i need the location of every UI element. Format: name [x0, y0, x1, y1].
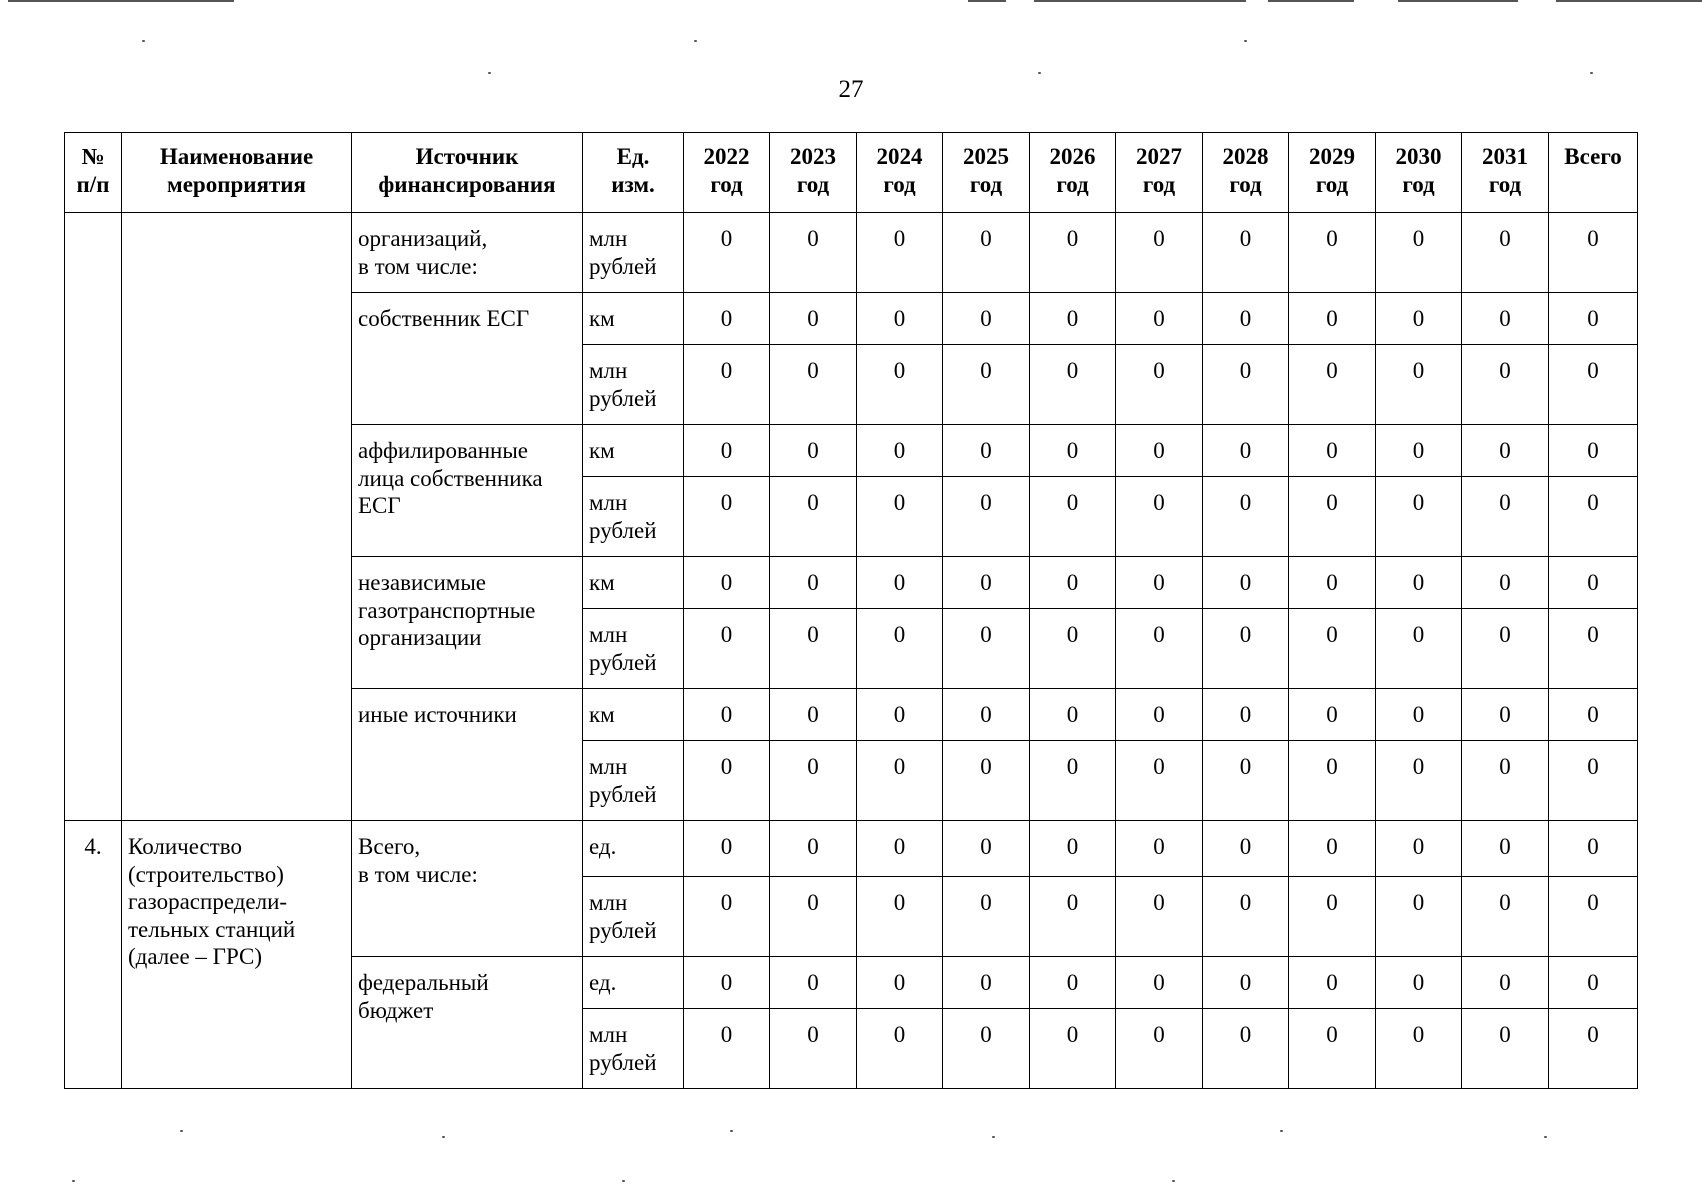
- value-cell: 0: [943, 689, 1030, 741]
- unit-cell: млн рублей: [583, 1009, 684, 1089]
- value-cell: 0: [1289, 213, 1376, 293]
- scan-dot: [488, 72, 491, 74]
- value-cell: 0: [857, 741, 943, 821]
- value-cell: 0: [1462, 741, 1549, 821]
- value-cell: 0: [1289, 345, 1376, 425]
- scan-artifact-line: [8, 0, 234, 2]
- value-cell: 0: [684, 877, 770, 957]
- value-cell: 0: [1116, 213, 1203, 293]
- unit-cell: ед.: [583, 957, 684, 1009]
- value-cell: 0: [1549, 345, 1638, 425]
- value-cell: 0: [1376, 213, 1462, 293]
- value-cell: 0: [943, 293, 1030, 345]
- scan-dot: [694, 40, 697, 42]
- value-cell: 0: [1549, 609, 1638, 689]
- value-cell: 0: [1462, 213, 1549, 293]
- value-cell: 0: [770, 1009, 857, 1089]
- value-cell: 0: [770, 689, 857, 741]
- unit-cell: км: [583, 689, 684, 741]
- value-cell: 0: [770, 477, 857, 557]
- header-year: 2024 год: [857, 133, 943, 213]
- value-cell: 0: [684, 609, 770, 689]
- value-cell: 0: [1116, 877, 1203, 957]
- value-cell: 0: [770, 957, 857, 1009]
- value-cell: 0: [770, 877, 857, 957]
- header-year: 2022 год: [684, 133, 770, 213]
- value-cell: 0: [1030, 821, 1116, 877]
- value-cell: 0: [1116, 741, 1203, 821]
- header-source: Источник финансирования: [352, 133, 583, 213]
- unit-cell: млн рублей: [583, 741, 684, 821]
- item-number-cell: [65, 213, 122, 821]
- value-cell: 0: [1030, 741, 1116, 821]
- source-cell: организаций, в том числе:: [352, 213, 583, 293]
- value-cell: 0: [1462, 477, 1549, 557]
- value-cell: 0: [857, 345, 943, 425]
- item-number-cell: 4.: [65, 821, 122, 1089]
- value-cell: 0: [1203, 213, 1289, 293]
- header-number: № п/п: [65, 133, 122, 213]
- source-cell: иные источники: [352, 689, 583, 821]
- header-year: 2030 год: [1376, 133, 1462, 213]
- value-cell: 0: [1376, 741, 1462, 821]
- value-cell: 0: [1549, 1009, 1638, 1089]
- header-unit: Ед. изм.: [583, 133, 684, 213]
- header-year: 2027 год: [1116, 133, 1203, 213]
- value-cell: 0: [1376, 293, 1462, 345]
- value-cell: 0: [1203, 345, 1289, 425]
- unit-cell: км: [583, 557, 684, 609]
- value-cell: 0: [684, 1009, 770, 1089]
- source-cell: аффилированные лица собственника ЕСГ: [352, 425, 583, 557]
- value-cell: 0: [857, 877, 943, 957]
- unit-cell: млн рублей: [583, 609, 684, 689]
- scan-dot: [1544, 1136, 1547, 1138]
- value-cell: 0: [770, 213, 857, 293]
- value-cell: 0: [1376, 689, 1462, 741]
- value-cell: 0: [1376, 557, 1462, 609]
- value-cell: 0: [1376, 821, 1462, 877]
- value-cell: 0: [1462, 557, 1549, 609]
- value-cell: 0: [1549, 957, 1638, 1009]
- value-cell: 0: [1203, 477, 1289, 557]
- value-cell: 0: [1289, 877, 1376, 957]
- scan-dot: [72, 1180, 75, 1182]
- value-cell: 0: [684, 425, 770, 477]
- value-cell: 0: [1462, 609, 1549, 689]
- value-cell: 0: [1289, 293, 1376, 345]
- value-cell: 0: [1549, 477, 1638, 557]
- header-name: Наименование мероприятия: [122, 133, 352, 213]
- value-cell: 0: [857, 609, 943, 689]
- value-cell: 0: [857, 477, 943, 557]
- header-year: 2031 год: [1462, 133, 1549, 213]
- table-row: [65, 821, 1638, 877]
- value-cell: 0: [857, 425, 943, 477]
- value-cell: 0: [1116, 957, 1203, 1009]
- value-cell: 0: [857, 689, 943, 741]
- value-cell: 0: [1030, 557, 1116, 609]
- value-cell: 0: [684, 821, 770, 877]
- value-cell: 0: [943, 821, 1030, 877]
- value-cell: 0: [1549, 425, 1638, 477]
- source-cell: федеральный бюджет: [352, 957, 583, 1089]
- value-cell: 0: [684, 957, 770, 1009]
- header-year: 2026 год: [1030, 133, 1116, 213]
- value-cell: 0: [857, 1009, 943, 1089]
- value-cell: 0: [1549, 213, 1638, 293]
- value-cell: 0: [943, 877, 1030, 957]
- scan-dot: [730, 1130, 733, 1132]
- value-cell: 0: [1549, 557, 1638, 609]
- value-cell: 0: [1462, 821, 1549, 877]
- value-cell: 0: [1376, 1009, 1462, 1089]
- scan-dot: [1280, 1130, 1283, 1132]
- value-cell: 0: [684, 213, 770, 293]
- value-cell: 0: [1116, 425, 1203, 477]
- value-cell: 0: [943, 609, 1030, 689]
- value-cell: 0: [943, 425, 1030, 477]
- financing-table: [64, 132, 1638, 1089]
- scan-dot: [442, 1136, 445, 1138]
- scan-dot: [622, 1180, 625, 1182]
- value-cell: 0: [1030, 213, 1116, 293]
- scan-dot: [142, 40, 145, 42]
- value-cell: 0: [684, 293, 770, 345]
- value-cell: 0: [943, 477, 1030, 557]
- value-cell: 0: [1116, 609, 1203, 689]
- value-cell: 0: [1203, 821, 1289, 877]
- header-row: [65, 133, 1638, 213]
- value-cell: 0: [1376, 425, 1462, 477]
- table-row: [65, 213, 1638, 293]
- source-cell: Всего, в том числе:: [352, 821, 583, 957]
- value-cell: 0: [1030, 1009, 1116, 1089]
- scan-artifact-line: [1034, 0, 1246, 2]
- value-cell: 0: [684, 741, 770, 821]
- value-cell: 0: [1116, 477, 1203, 557]
- value-cell: 0: [1116, 1009, 1203, 1089]
- value-cell: 0: [1030, 957, 1116, 1009]
- value-cell: 0: [857, 213, 943, 293]
- value-cell: 0: [1289, 609, 1376, 689]
- value-cell: 0: [1289, 477, 1376, 557]
- value-cell: 0: [1376, 609, 1462, 689]
- value-cell: 0: [1116, 557, 1203, 609]
- value-cell: 0: [770, 741, 857, 821]
- scan-artifact-line: [1556, 0, 1702, 2]
- scan-artifact-line: [968, 0, 1006, 2]
- value-cell: 0: [1289, 425, 1376, 477]
- value-cell: 0: [1030, 877, 1116, 957]
- value-cell: 0: [943, 1009, 1030, 1089]
- value-cell: 0: [857, 557, 943, 609]
- scan-artifact-line: [1398, 0, 1518, 2]
- value-cell: 0: [684, 477, 770, 557]
- source-cell: собственник ЕСГ: [352, 293, 583, 425]
- value-cell: 0: [1203, 957, 1289, 1009]
- value-cell: 0: [1462, 689, 1549, 741]
- unit-cell: км: [583, 425, 684, 477]
- value-cell: 0: [943, 213, 1030, 293]
- value-cell: 0: [1030, 477, 1116, 557]
- header-year: 2029 год: [1289, 133, 1376, 213]
- value-cell: 0: [1462, 425, 1549, 477]
- scan-dot: [1590, 72, 1593, 74]
- value-cell: 0: [1289, 821, 1376, 877]
- value-cell: 0: [770, 557, 857, 609]
- value-cell: 0: [857, 957, 943, 1009]
- value-cell: 0: [1462, 957, 1549, 1009]
- page-number: 27: [838, 76, 864, 103]
- value-cell: 0: [684, 345, 770, 425]
- value-cell: 0: [1289, 689, 1376, 741]
- value-cell: 0: [1549, 741, 1638, 821]
- header-total: Всего: [1549, 133, 1638, 213]
- value-cell: 0: [1203, 741, 1289, 821]
- value-cell: 0: [1462, 345, 1549, 425]
- unit-cell: млн рублей: [583, 213, 684, 293]
- unit-cell: ед.: [583, 821, 684, 877]
- value-cell: 0: [1376, 877, 1462, 957]
- value-cell: 0: [684, 557, 770, 609]
- value-cell: 0: [1116, 821, 1203, 877]
- unit-cell: км: [583, 293, 684, 345]
- unit-cell: млн рублей: [583, 345, 684, 425]
- value-cell: 0: [1203, 689, 1289, 741]
- value-cell: 0: [1030, 609, 1116, 689]
- header-year: 2028 год: [1203, 133, 1289, 213]
- unit-cell: млн рублей: [583, 877, 684, 957]
- value-cell: 0: [943, 345, 1030, 425]
- value-cell: 0: [1549, 877, 1638, 957]
- value-cell: 0: [770, 293, 857, 345]
- item-name-cell: [122, 213, 352, 821]
- value-cell: 0: [1376, 957, 1462, 1009]
- value-cell: 0: [1549, 689, 1638, 741]
- value-cell: 0: [1203, 557, 1289, 609]
- value-cell: 0: [943, 557, 1030, 609]
- value-cell: 0: [1030, 425, 1116, 477]
- scan-artifact-line: [1268, 0, 1354, 2]
- value-cell: 0: [1116, 345, 1203, 425]
- header-year: 2025 год: [943, 133, 1030, 213]
- value-cell: 0: [1376, 345, 1462, 425]
- value-cell: 0: [770, 345, 857, 425]
- value-cell: 0: [1030, 345, 1116, 425]
- value-cell: 0: [943, 741, 1030, 821]
- value-cell: 0: [1203, 609, 1289, 689]
- value-cell: 0: [770, 821, 857, 877]
- scan-dot: [1244, 40, 1247, 42]
- value-cell: 0: [1203, 877, 1289, 957]
- value-cell: 0: [1203, 1009, 1289, 1089]
- value-cell: 0: [1549, 293, 1638, 345]
- value-cell: 0: [1376, 477, 1462, 557]
- value-cell: 0: [1289, 957, 1376, 1009]
- value-cell: 0: [1203, 425, 1289, 477]
- value-cell: 0: [1289, 557, 1376, 609]
- value-cell: 0: [770, 609, 857, 689]
- value-cell: 0: [1462, 293, 1549, 345]
- value-cell: 0: [1289, 1009, 1376, 1089]
- scan-dot: [992, 1136, 995, 1138]
- scan-dot: [180, 1130, 183, 1132]
- value-cell: 0: [1030, 689, 1116, 741]
- value-cell: 0: [770, 425, 857, 477]
- value-cell: 0: [1116, 689, 1203, 741]
- scan-dot: [1172, 1180, 1175, 1182]
- value-cell: 0: [1116, 293, 1203, 345]
- value-cell: 0: [857, 821, 943, 877]
- value-cell: 0: [1462, 877, 1549, 957]
- value-cell: 0: [684, 689, 770, 741]
- value-cell: 0: [1549, 821, 1638, 877]
- source-cell: независимые газотранспортные организации: [352, 557, 583, 689]
- value-cell: 0: [1203, 293, 1289, 345]
- header-year: 2023 год: [770, 133, 857, 213]
- unit-cell: млн рублей: [583, 477, 684, 557]
- value-cell: 0: [1030, 293, 1116, 345]
- item-name-cell: Количество (строительство) газораспредели- тельных станций (далее – ГРС): [122, 821, 352, 1089]
- value-cell: 0: [1462, 1009, 1549, 1089]
- scan-dot: [1038, 72, 1041, 74]
- value-cell: 0: [943, 957, 1030, 1009]
- value-cell: 0: [1289, 741, 1376, 821]
- value-cell: 0: [857, 293, 943, 345]
